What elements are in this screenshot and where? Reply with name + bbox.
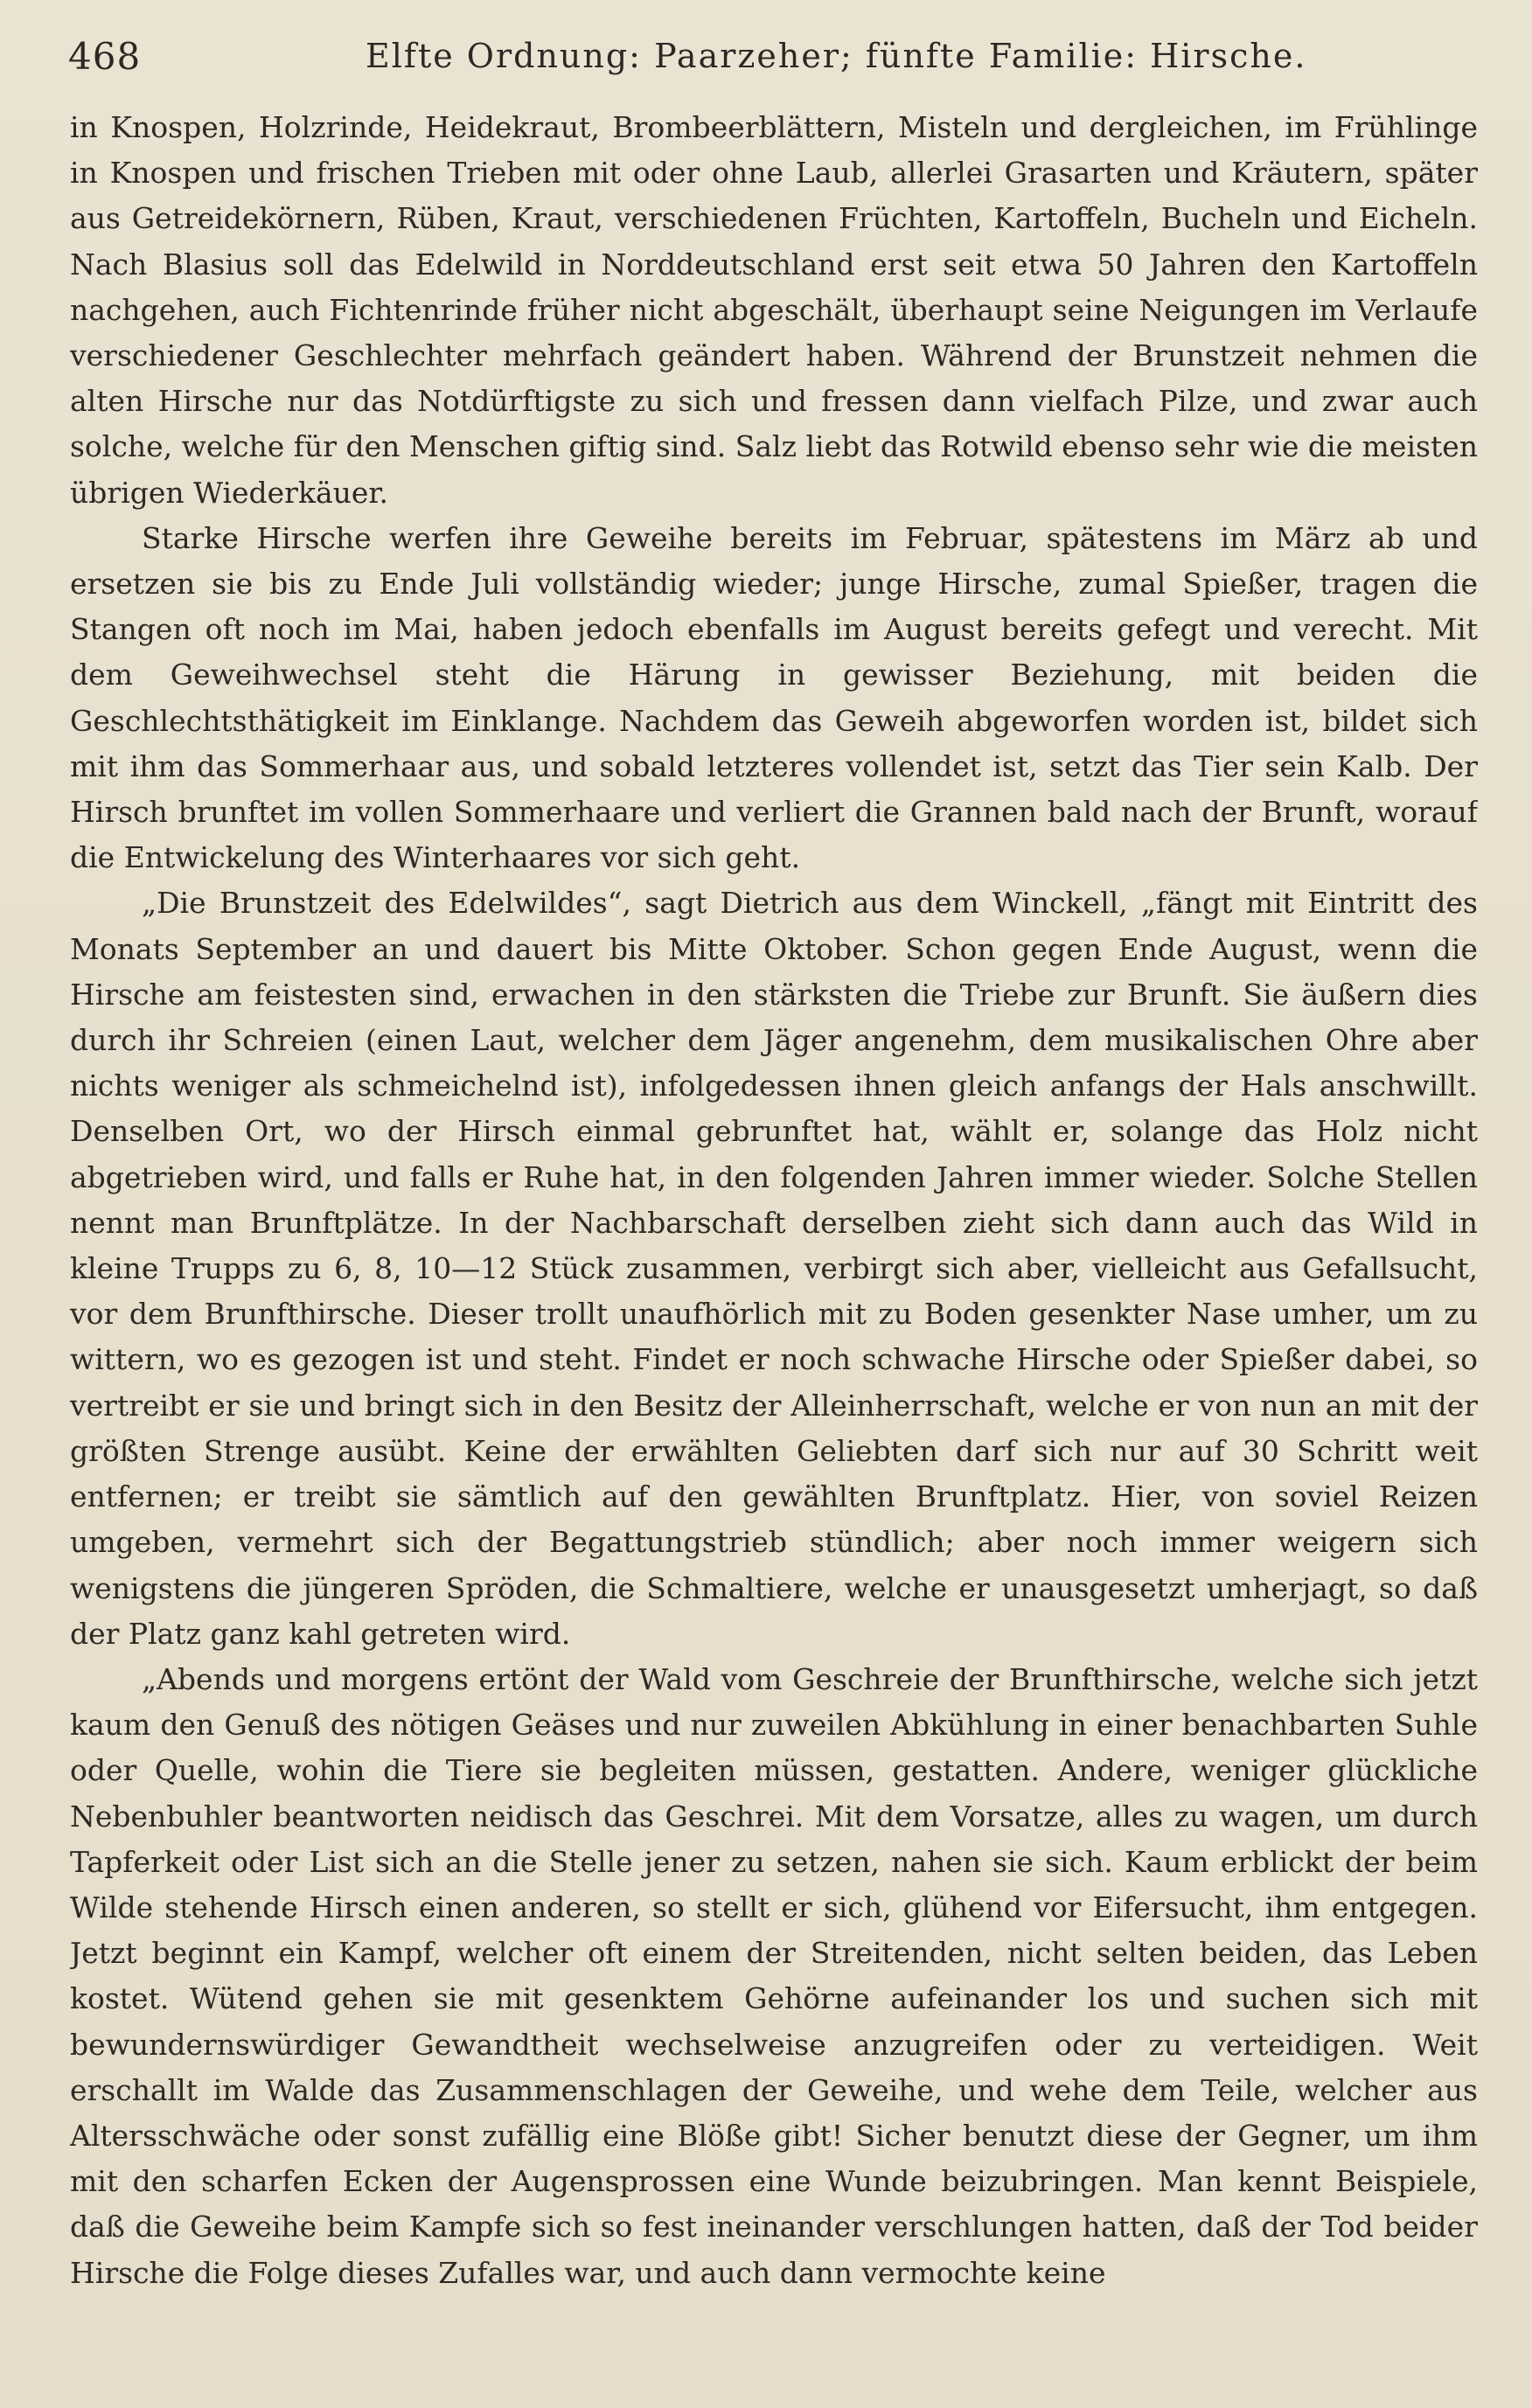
page-number: 468 [68, 35, 142, 78]
body-text [70, 105, 1478, 2370]
paragraph-stag-fights: „Abends und morgens ertönt der Wald vom Geschreie der Brunfthirsche, welche sich jetzt kaum den Genuß des nötigen Geäses und nur zuweilen Abkühlung in einer benachbarten Suhle oder Quelle, wohin die Tiere sie begleiten müssen, gestatten. Andere, weniger glückliche Nebenbuhler beantworten neidisch das Geschrei. Mit dem Vorsatze, alles zu wagen, um durch Tapferkeit oder List sich an die Stelle jener zu setzen, nahen sie sich. Kaum erblickt der beim Wilde stehende Hirsch einen anderen, so stellt er sich, glühend vor Eifersucht, ihm entgegen. Jetzt beginnt ein Kampf, welcher oft einem der Streitenden, nicht selten beiden, das Leben kostet. Wütend gehen sie mit gesenktem Gehörne aufeinander los und suchen sich mit bewundernswürdiger Gewandtheit wechselweise anzugreifen oder zu verteidigen. Weit erschallt im Walde das Zusammenschlagen der Geweihe, und wehe dem Teile, welcher aus Altersschwäche oder sonst zufällig eine Blöße gibt! Sicher benutzt diese der Gegner, um ihm mit den scharfen Ecken der Augensprossen eine Wunde beizubringen. Man kennt Beispiele, daß die Geweihe beim Kampfe sich so fest ineinander verschlungen hatten, daß der Tod beider Hirsche die Folge dieses Zufalles war, und auch dann vermochte keine [70, 1661, 1478, 2290]
running-title: Elfte Ordnung: Paarzeher; fünfte Familie: Hirsche. [366, 37, 1307, 75]
paragraph-rut-season: „Die Brunstzeit des Edelwildes“, sagt Dietrich aus dem Winckell, „fängt mit Eintritt des Monats September an und dauert bis Mitte Oktober. Schon gegen Ende August, wenn die Hirsche am feistesten sind, erwachen in den stärksten die Triebe zur Brunft. Sie äußern dies durch ihr Schreien (einen Laut, welcher dem Jäger angenehm, dem musikalischen Ohre aber nichts weniger als schmeichelnd ist), infolgedessen ihnen gleich anfangs der Hals anschwillt. Denselben Ort, wo der Hirsch einmal gebrunftet hat, wählt er, solange das Holz nicht abgetrieben wird, und falls er Ruhe hat, in den folgenden Jahren immer wieder. Solche Stellen nennt man Brunftplätze. In der Nachbarschaft derselben zieht sich dann auch das Wild in kleine Trupps zu 6, 8, 10—12 Stück zusammen, verbirgt sich aber, vielleicht aus Gefallsucht, vor dem Brunfthirsche. Dieser trollt unaufhörlich mit zu Boden gesenkter Nase umher, um zu wittern, wo es gezogen ist und steht. Findet er noch schwache Hirsche oder Spießer dabei, so vertreibt er sie und bringt sich in den Besitz der Alleinherrschaft, welche er von nun an mit der größten Strenge ausübt. Keine der erwählten Geliebten darf sich nur auf 30 Schritt weit entfernen; er treibt sie sämtlich auf den gewählten Brunftplatz. Hier, von soviel Reizen umgeben, vermehrt sich der Begattungstrieb stündlich; aber noch immer weigern sich wenigstens die jüngeren Spröden, die Schmaltiere, welche er unausgesetzt umherjagt, so daß der Platz ganz kahl getreten wird. [70, 886, 1478, 1651]
paragraph-continuation: in Knospen, Holzrinde, Heidekraut, Brombeerblättern, Misteln und dergleichen, im Frühlinge in Knospen und frischen Trieben mit oder ohne Laub, allerlei Grasarten und Kräutern, später aus Getreidekörnern, Rüben, Kraut, verschiedenen Früchten, Kartoffeln, Bucheln und Eicheln. Nach Blasius soll das Edelwild in Norddeutschland erst seit etwa 50 Jahren den Kartoffeln nachgehen, auch Fichtenrinde früher nicht abgeschält, überhaupt seine Neigungen im Verlaufe verschiedener Geschlechter mehrfach geändert haben. Während der Brunstzeit nehmen die alten Hirsche nur das Notdürftigste zu sich und fressen dann vielfach Pilze, und zwar auch solche, welche für den Menschen giftig sind. Salz liebt das Rotwild ebenso sehr wie die meisten übrigen Wiederkäuer. [70, 110, 1478, 510]
page-header [68, 26, 1485, 87]
paragraph-antler-shedding: Starke Hirsche werfen ihre Geweihe bereits im Februar, spätestens im März ab und ersetzen sie bis zu Ende Juli vollständig wieder; junge Hirsche, zumal Spießer, tragen die Stangen oft noch im Mai, haben jedoch ebenfalls im August bereits gefegt und verecht. Mit dem Geweihwechsel steht die Härung in gewisser Beziehung, mit beiden die Geschlechtsthätigkeit im Einklange. Nachdem das Geweih abgeworfen worden ist, bildet sich mit ihm das Sommerhaar aus, und sobald letzteres vollendet ist, setzt das Tier sein Kalb. Der Hirsch brunftet im vollen Sommerhaare und verliert die Grannen bald nach der Brunft, worauf die Entwickelung des Winterhaares vor sich geht. [70, 520, 1478, 875]
